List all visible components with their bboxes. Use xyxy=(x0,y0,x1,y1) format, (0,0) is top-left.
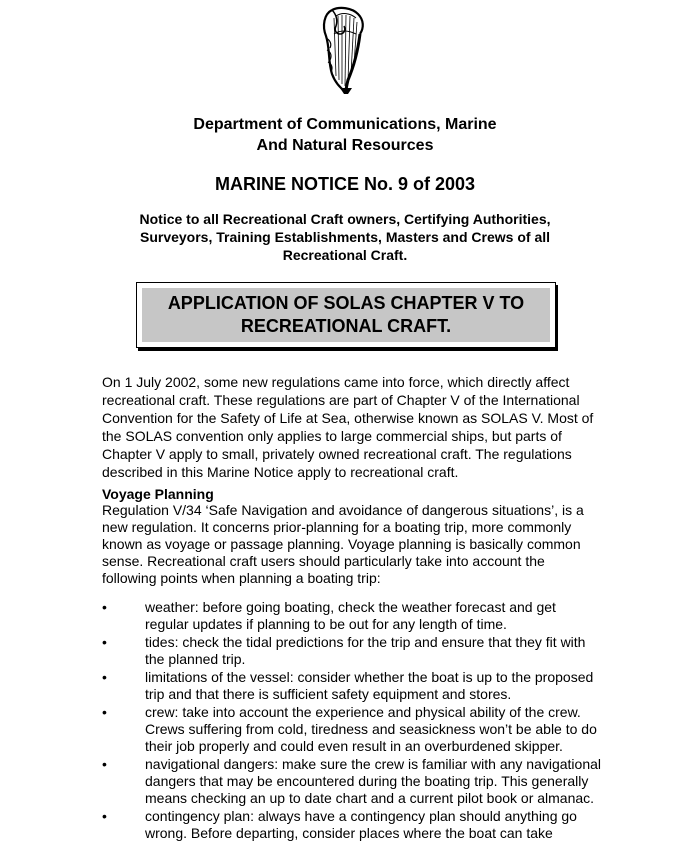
list-item-text: limitations of the vessel: consider whether the boat is up to the proposed trip and that there is sufficient safety equipment and stores. xyxy=(145,669,594,702)
voyage-planning-list xyxy=(102,599,602,843)
list-item xyxy=(102,669,602,703)
bullet-icon: • xyxy=(102,756,107,772)
department-line-2: And Natural Resources xyxy=(256,137,434,154)
department-name xyxy=(0,114,690,156)
notice-subject-box xyxy=(136,282,556,348)
bullet-icon: • xyxy=(102,808,107,824)
notice-title: MARINE NOTICE No. 9 of 2003 xyxy=(214,174,476,194)
voyage-planning-heading: Voyage Planning xyxy=(102,486,214,502)
bullet-icon: • xyxy=(102,599,107,615)
list-item-text: contingency plan: always have a contingency plan should anything go wrong. Before departing, consider places where the boat can take xyxy=(145,808,577,841)
notice-audience: Notice to all Recreational Craft owners, Certifying Authorities, Surveyors, Training Establishments, Masters and Crews of all Recreational Craft. xyxy=(139,211,551,263)
list-item xyxy=(102,634,602,668)
intro-paragraph: On 1 July 2002, some new regulations came into force, which directly affect recreational craft. These regulations are part of Chapter V of the International Convention for the Safety of Life at Sea, otherwise known as SOLAS V. Most of the SOLAS convention only applies to large commercial ships, but parts of Chapter V apply to small, privately owned recreational craft. The regulations described in this Marine Notice apply to recreational craft. xyxy=(102,374,594,480)
list-item-text: navigational dangers: make sure the crew is familiar with any navigational dangers that may be encountered during the boating trip. This generally means checking an up to date chart and a current pilot book or almanac. xyxy=(145,756,602,806)
list-item xyxy=(102,704,602,755)
list-item xyxy=(102,756,602,807)
department-line-1: Department of Communications, Marine xyxy=(193,116,497,133)
notice-subject-fill xyxy=(142,288,550,342)
list-item xyxy=(102,808,602,842)
list-item-text: crew: take into account the experience and physical ability of the crew. Crews suffering from cold, tiredness and seasickness won’t be able to do their job properly and could even result in an overburdened skipper. xyxy=(145,704,597,754)
bullet-icon: • xyxy=(102,669,107,685)
bullet-icon: • xyxy=(102,634,107,650)
notice-subject-title: APPLICATION OF SOLAS CHAPTER V TO RECREATIONAL CRAFT. xyxy=(167,293,525,336)
list-item-text: weather: before going boating, check the weather forecast and get regular updates if planning to be out for any length of time. xyxy=(145,599,556,632)
harp-icon xyxy=(318,4,370,96)
list-item-text: tides: check the tidal predictions for the trip and ensure that they fit with the planned trip. xyxy=(145,634,586,667)
voyage-planning-body: Regulation V/34 ‘Safe Navigation and avoidance of dangerous situations’, is a new regulation. It concerns prior-planning for a boating trip, more commonly known as voyage or passage planning. Voyage planning is basically common sense. Recreational craft users should particularly take into account the following points when planning a boating trip: xyxy=(102,502,584,586)
bullet-icon: • xyxy=(102,704,107,720)
list-item xyxy=(102,599,602,633)
